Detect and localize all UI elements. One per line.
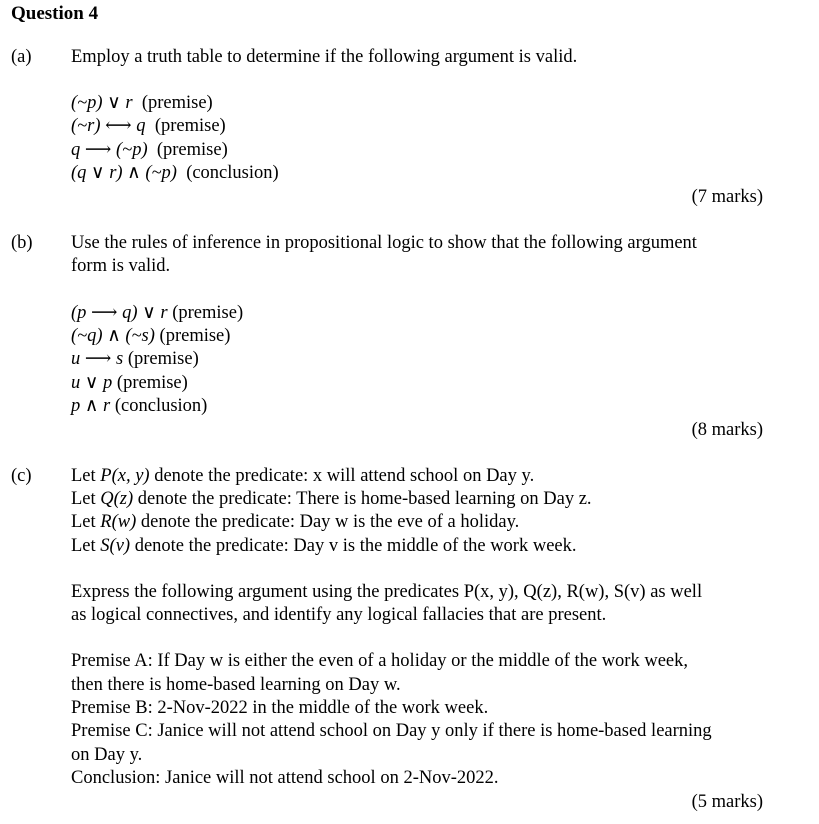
- def-pre: Let: [71, 466, 101, 486]
- part-a-line-4: [71, 162, 279, 185]
- note: (premise): [141, 93, 213, 113]
- part-a-label: (a): [11, 47, 32, 67]
- expr: (q ∨ r) ∧ (~p): [71, 163, 177, 183]
- premise-c-line-1: Premise C: Janice will not attend school on Day y only if there is home-based learning: [71, 721, 712, 741]
- note: (premise): [127, 349, 199, 369]
- def-pre: Let: [71, 489, 101, 509]
- part-a-line-3: [71, 139, 228, 162]
- premise-a-line-1: Premise A: If Day w is either the even of a holiday or the middle of the work week,: [71, 651, 689, 671]
- express-instruction-line-2: as logical connectives, and identify any logical fallacies that are present.: [71, 605, 607, 625]
- question-title: Question 4: [11, 3, 99, 24]
- predicate-def-s: [71, 535, 577, 558]
- expr: (~q) ∧ (~s): [71, 326, 155, 346]
- note: (conclusion): [186, 163, 279, 183]
- note: (premise): [156, 140, 228, 160]
- note: (conclusion): [114, 396, 208, 416]
- def-pre: Let: [71, 536, 101, 556]
- def-pre: Let: [71, 512, 101, 532]
- predicate-def-p: [71, 465, 534, 488]
- part-b-marks: (8 marks): [691, 420, 763, 440]
- note: (premise): [116, 373, 188, 393]
- expr: u ⟶ s: [71, 349, 124, 369]
- part-b-line-2: [71, 325, 230, 348]
- premise-c-line-2: on Day y.: [71, 745, 143, 765]
- expr: p ∧ r: [71, 396, 111, 416]
- def-predicate: S(v): [100, 536, 131, 556]
- part-b-line-4: [71, 372, 188, 395]
- def-text: denote the predicate: There is home-based learning on Day z.: [133, 489, 592, 509]
- expr: (p ⟶ q) ∨ r: [71, 303, 168, 323]
- part-b-line-1: [71, 302, 243, 325]
- part-a-line-2: [71, 115, 226, 138]
- note: (premise): [172, 303, 244, 323]
- express-instruction-line-1: Express the following argument using the predicates P(x, y), Q(z), R(w), S(v) as well: [71, 582, 703, 602]
- predicate-def-q: [71, 488, 592, 511]
- part-a-prompt: Employ a truth table to determine if the following argument is valid.: [71, 47, 578, 67]
- def-predicate: Q(z): [100, 489, 134, 509]
- part-b-line-3: [71, 348, 199, 371]
- part-c-marks: (5 marks): [691, 792, 763, 812]
- part-c-label: (c): [11, 466, 32, 486]
- predicate-def-r: [71, 511, 519, 534]
- expr: u ∨ p: [71, 373, 113, 393]
- expr: (~r) ⟷ q: [71, 116, 146, 136]
- part-b-prompt-line-2: form is valid.: [71, 256, 171, 276]
- part-b-label: (b): [11, 233, 33, 253]
- def-text: denote the predicate: Day w is the eve of a holiday.: [136, 512, 520, 532]
- def-predicate: P(x, y): [100, 466, 150, 486]
- def-text: denote the predicate: x will attend school on Day y.: [149, 466, 535, 486]
- part-a-marks: (7 marks): [691, 187, 763, 207]
- def-text: denote the predicate: Day v is the middle of the work week.: [130, 536, 577, 556]
- part-a-line-1: [71, 92, 213, 115]
- part-b-line-5: [71, 395, 207, 418]
- note: (premise): [154, 116, 226, 136]
- conclusion: Conclusion: Janice will not attend school on 2-Nov-2022.: [71, 768, 499, 788]
- premise-a-line-2: then there is home-based learning on Day w.: [71, 675, 401, 695]
- premise-b: Premise B: 2-Nov-2022 in the middle of the work week.: [71, 698, 489, 718]
- def-predicate: R(w): [100, 512, 137, 532]
- expr: (~p) ∨ r: [71, 93, 133, 113]
- note: (premise): [159, 326, 231, 346]
- part-b-prompt-line-1: Use the rules of inference in propositional logic to show that the following argument: [71, 233, 697, 253]
- expr: q ⟶ (~p): [71, 140, 148, 160]
